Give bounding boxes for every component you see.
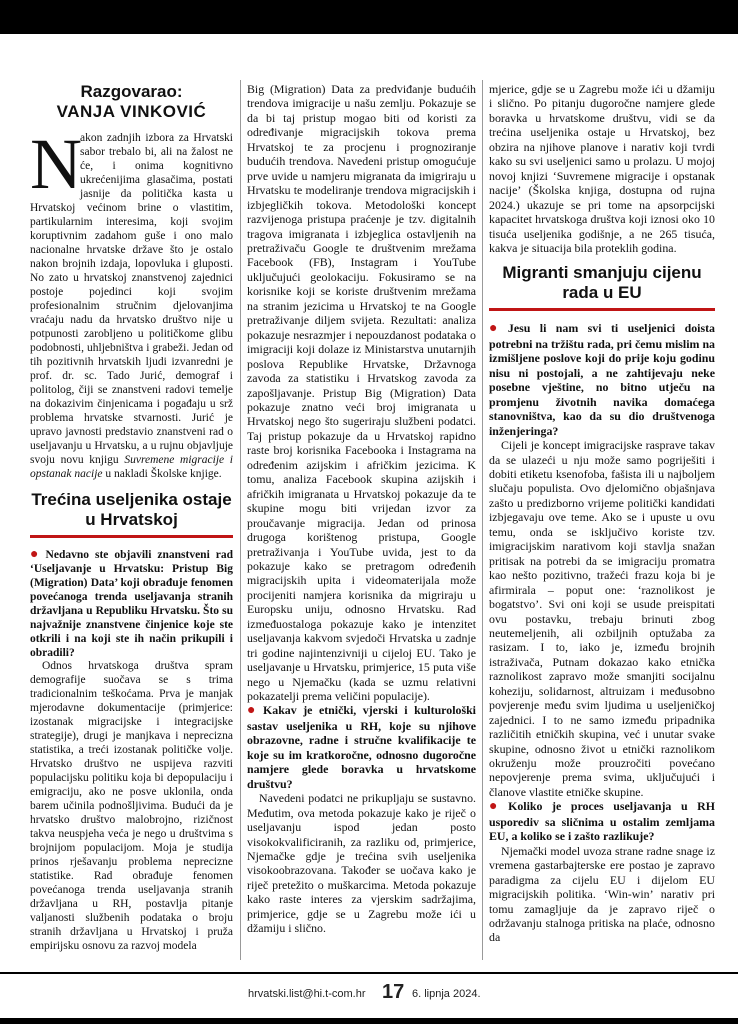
byline-name: VANJA VINKOVIĆ: [56, 102, 207, 121]
column-divider: [482, 80, 483, 960]
column-divider: [240, 80, 241, 960]
interview-answer: Navedeni podatci ne prikupljaju se sustavno. Međutim, ova metoda pokazuje kako je riječ o useljavanju ispod jedan posto visokokvalificiranih, za razliku od, primjerice, Njemačke gdje je trećina svih useljenika visokoobrazovana. Također se uočava kako je riječ pretežito o muškarcima. Metoda pokazuje kako raste interes za vjerskim sadržajima, primjerice, gdje se u Zagrebu može ići u džamiju i slično.: [247, 791, 476, 936]
interview-question: ● Nedavno ste objavili znanstveni rad ‘Useljavanje u Hrvatsku: Pristup Big (Migration) Data’ koji obrađuje fenomen povećanoga trenda useljavanja stranih državljana u Republiku Hrvatsku. Što su najvažnije znanstvene činjenice koje ste otkrili i na koji ste ih način prikupili i obradili?: [30, 546, 233, 659]
article-column-2: [247, 82, 476, 936]
footer-email[interactable]: hrvatski.list@hi.t-com.hr: [248, 988, 366, 1000]
interview-question: ● Koliko je proces useljavanja u RH usporediv sa sličnima u ostalim zemljama EU, a koliko se i zašto razlikuje?: [489, 799, 715, 844]
footer-rule: [0, 972, 738, 974]
top-black-bar: [0, 0, 738, 34]
page-number: 17: [382, 981, 405, 1003]
drop-cap: N: [30, 124, 82, 204]
byline-label: Razgovarao:: [80, 82, 183, 101]
lead-paragraph: N akon zadnjih izbora za Hrvatski sabor trebalo bi, ali na žalost ne će, i onima kognitivno ukrećenijima glasačima, postati jasnije da politička kasta u Hrvatskoj većinom brine o vlastitim, partikularnim interesima, koji svojim koruptivnim zadahom guše i ono malo nacionalne hrvatske države što je ostalo nakon brojnih izdaja, lopovluka i gluposti. No zato u hrvatskoj znanstvenoj zajednici postoje pojedinci koji svojim profesionalnim stručnim djelovanjima vraćaju nadu da hrvatsko društvo nije u potpunosti zarobljeno u političkome glibu podobnosti, uhljebništva i grabeži. Jedan od tih pozitivnih hrvatskih ljudi izvanredni je prof. dr. sc. Tado Jurić, demograf i politolog, čiji se znanstveni radovi temelje na dokazivim činjenicama i pogađaju u srž problema hrvatske stvarnosti. Jurić je upravo javnosti predstavio znanstveni rad o useljavanju u Hrvatsku, a u rujnu objavljuje svoju novu knjigu Suvremene migracije i opstanak nacije u nakladi Školske knjige.: [30, 124, 234, 480]
article-column-3: [489, 82, 715, 945]
interview-question: ● Jesu li nam svi ti useljenici doista potrebni na tržištu rada, pri čemu mislim na izmišljene poslove koji do prije koju godinu nisu ni postojali, a ne zahtijevaju neke posebne vještine, no bitno utječu na promjenu životnih navika domaćega stanovništva, kao da su dio društvenoga inženjeringa?: [489, 321, 715, 438]
section-heading: Trećina useljenika ostaje u Hrvatskoj: [30, 490, 233, 538]
bullet-icon: ●: [489, 799, 505, 815]
article-column-1: [30, 82, 233, 954]
interview-answer: Njemački model uvoza strane radne snage iz vremena gastarbajterske ere postao je zapravo paradigma za cijelu EU i dijelom EU migracijskih politika. ‘Win-win’ narativ pri tomu zamagljuje da je zapravo riječ o održavanju stalnoga pritiska na plaće, odnosno da: [489, 843, 715, 945]
answer-continued: Big (Migration) Data za predviđanje budućih trendova imigracije u našu zemlju. Pokazuje se da bi taj pristup mogao biti od koristi za određivanje migracijskih tokova prema Hrvatskoj te za procjenu i prognoziranje budućih trendova. Navedeni pristup omogućuje prve uvide u namjeru migranata da imigriraju u Hrvatsku te modeliranje trendova migracijskih i izbjegličkih tokova. Metodološki koncept razvijenoga pristupa praćenje je tzv. digitalnih tragova imigranata i izbjeglica ostavljenih na pretraživaču Google te društvenim mrežama Facebook (FB), Instagram i YouTube uključujući geolokaciju. Fokusiramo se na korisnike koji se koriste društvenim mrežama na stranim jezicima u Hrvatskoj te na Google pretraživanje diljem svijeta. Rezultati: analiza pokazuje nesrazmjer i nepouzdanost podataka o imigraciji koji dolaze iz Ministarstva unutarnjih poslova Republike Hrvatske, Državnoga zavoda za statistiku i Hrvatskog zavoda za zapošljavanje. Pristup Big (Migration) Data pokazuje znatno veći broj imigranata u Hrvatskoj nego što sugeriraju službeni podatci. Taj pristup pokazuje da u Hrvatskoj rapidno raste broj korisnika Facebooka i Instagrama na određenim azijskim i afričkim jezicima. K tomu, analiza Facebook skupina azijskih i afričkih imigranata u Hrvatskoj pokazuje da te skupine mogu biti vrijedan izvor za proučavanje migracija. Jedan od prinosa drugoga korištenog pristupa, Google pretraživanja i YouTube uvida, jest to da pokazuje kako se pretragom određenih migracijskih upita i videomaterijala može procijeniti namjera korisnika da migriraju u Europsku uniju, odnosno Hrvatsku. Rad izmeđuostaloga pokazuje kako je intenzitet useljavanja kakvom svjedoči Hrvatska u zadnje tri godine najintenzivniji u cijeloj EU. Tako je useljavanje u Hrvatsku, primjerice, 15 puta više nego u Njemačku (kada se uzmu relativni pokazatelji prema veličini populacije).: [247, 82, 476, 704]
bullet-icon: ●: [489, 321, 504, 337]
interview-question: ● Kakav je etnički, vjerski i kulturološki sastav useljenika u RH, koje su njihove obrazovne, radne i stručne kvalifikacije te koje su im kratkoročne, odnosno dugoročne namjere glede boravka u hrvatskome društvu?: [247, 703, 476, 791]
interview-answer: Cijeli je koncept imigracijske rasprave takav da se ulazeći u nju može samo pogriješiti i dobiti etiketu ksenofoba, fašista ili u najboljem slučaju populista. Ovo djelomično objašnjava zašto u predizborno vrijeme politički kandidati izbjegavaju ove teme. Ako se i upuste u ovu temu, onda se isključivo koriste tzv. imigracijskim narativom koji stavlja snažan pritisak na potrebi da se imigraciju promatra kao nešto pozitivno, tražeći frazu koja bi je afirmirala – poput one: ‘raznolikost je bogatstvo’. Svi oni koji se usude preispitati ovu postavku, trebaju brinuti zbog neutemeljenih, ali ozbiljnih optužaba za rasizam. I to, iako je, između brojnih istraživača, Putnam dokazao kako etnička raznolikost zapravo može smanjiti socijalnu koheziju, solidarnost, altruizam i međusobno povjerenje među svim ljudima u useljeničkoj zajednici. I to ne samo između pripadnika različitih etničkih skupina, već i unutar svake skupine, odnosno život u etnički raznolikom okruženju može prouzročiti povećano nepovjerenje prema svima, uključujući i članove vlastite etničke skupine.: [489, 438, 715, 799]
section-heading: Migranti smanjuju cijenu rada u EU: [489, 263, 715, 311]
bullet-icon: ●: [247, 703, 259, 719]
page-footer: [0, 983, 738, 1005]
answer-continued: mjerice, gdje se u Zagrebu može ići u džamiju i slično. Po pitanju dugoročne namjere glede boravka u hrvatskome društvu, vidi se da trećina useljenika ostaje u Hrvatskoj, bez obzira na njihove planove i narativ koji tvrdi kako su svi useljenici samo u prolazu. U mojoj novoj knjizi ‘Suvremene migracije i opstanak nacije’ (Školska knjiga, dostupna od rujna 2024.) ukazuje se pri tome na apsorpcijski kapacitet hrvatskoga društva koji iznosi oko 10 tisuća useljenika godišnje, a ne 265 tisuća, kakva je situacija bila proteklih godina.: [489, 82, 715, 255]
byline: [30, 82, 233, 122]
footer-date: 6. lipnja 2024.: [412, 988, 481, 1000]
interview-answer: Odnos hrvatskoga društva spram demografije suočava se s trima tradicionalnim teškoćama. Prva je manjak mjerodavne dokumentacije (primjerice: izostanak migracijske i integracijske strategije), drugi je manjkava i neprecizna statistika, a treći izostanak političke volje. Hrvatsko društvo ne uspijeva razviti populacijsku politiku koja bi depopulaciju i emigraciju, ako ne posve uklonila, onda barem učinila podnošljivima. Budući da je hrvatsko društvo malobrojno, rizičnost takva neuspjeha veća je nego u društvima s brojnijom populacijom. Moja je studija prinos rješavanju problema neprecizne statistike. Rad obrađuje fenomen povećanoga trenda useljavanja stranih državljana u RH, postavlja pitanje valjanosti službenih podataka o broju stranih državljana u Hrvatskoj i pruža empirijsku osnovu za razvoj modela: [30, 660, 233, 953]
bottom-black-bar: [0, 1018, 738, 1024]
bullet-icon: ●: [30, 546, 42, 562]
